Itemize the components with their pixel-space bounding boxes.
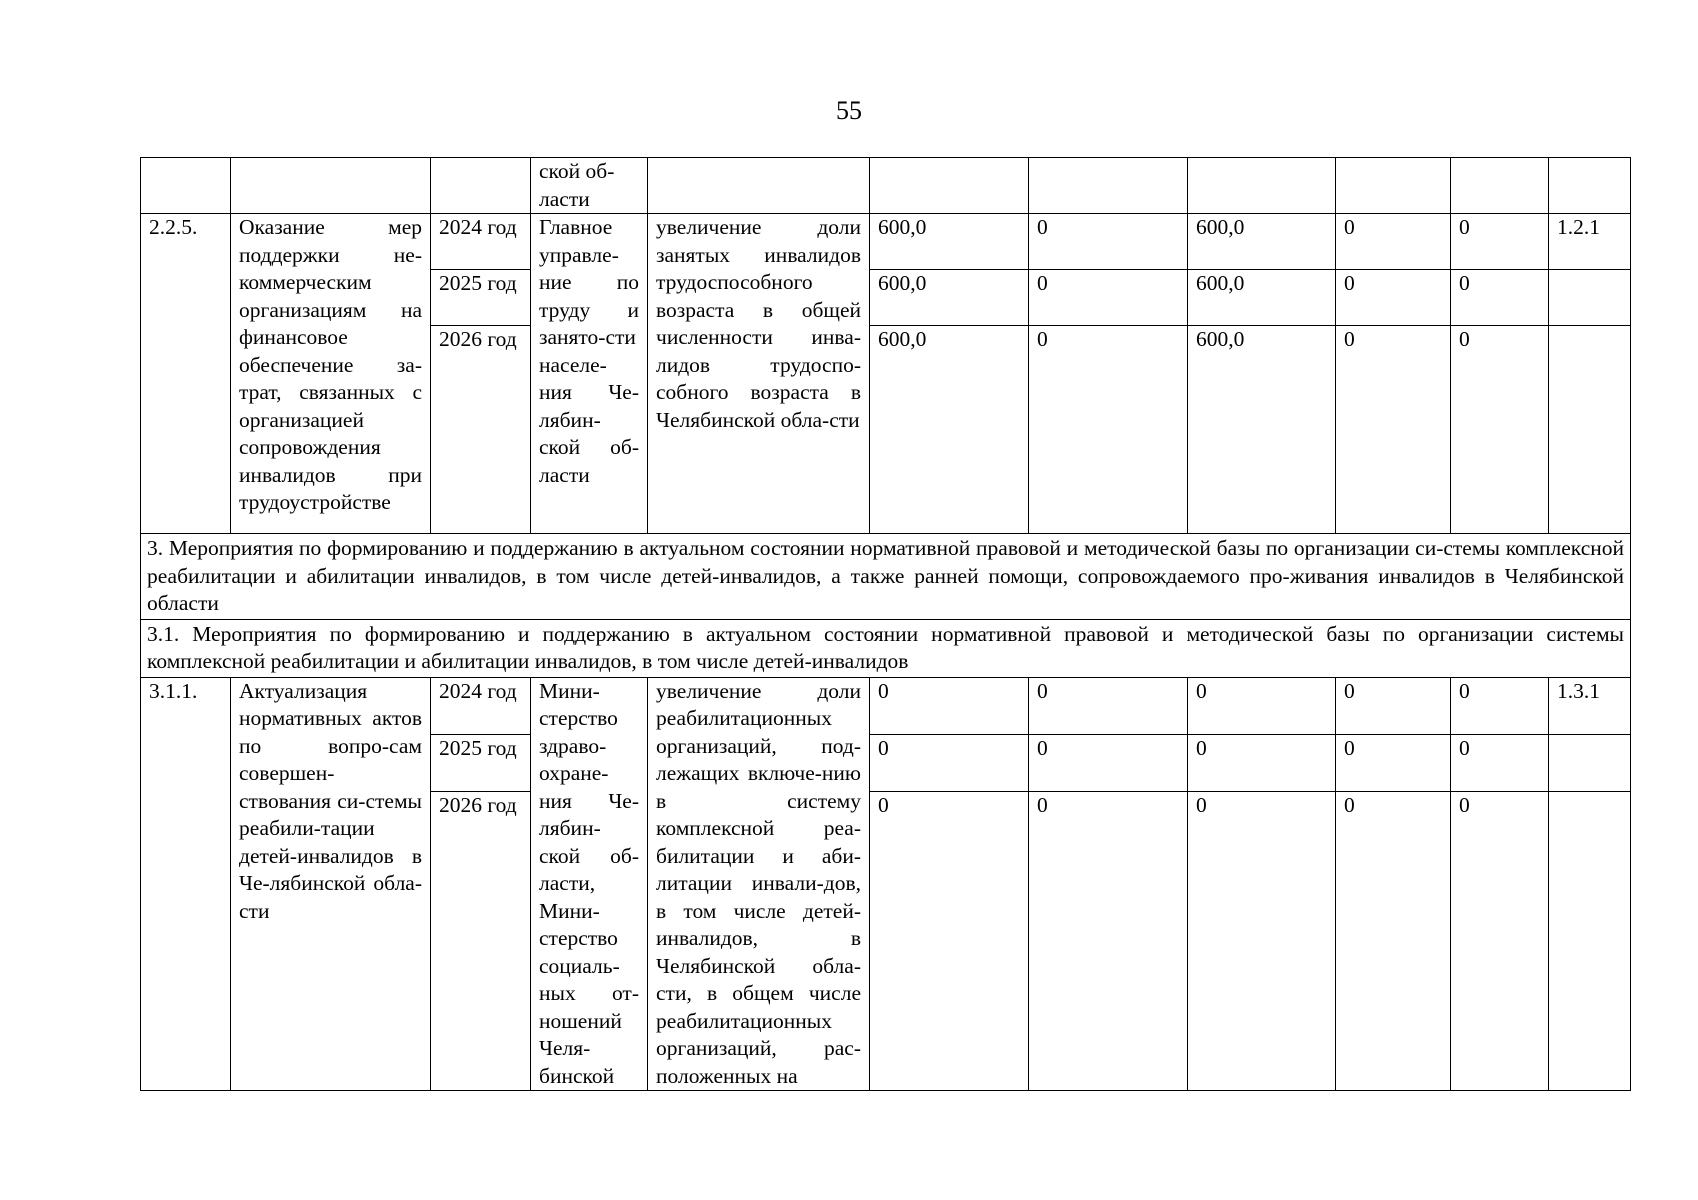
funding-federal: 0 (1029, 677, 1188, 734)
funding-regional: 0 (1188, 734, 1336, 791)
indicator-cell (1549, 791, 1631, 1090)
indicator-cell: 1.3.1 (1549, 677, 1631, 734)
funding-total: 600,0 (870, 270, 1029, 326)
funding-federal: 0 (1029, 734, 1188, 791)
section-3-1-heading: 3.1. Мероприятия по формированию и поддержанию в актуальном состоянии нормативной правовой и методической базы по организации системы комплексной реабилитации и абилитации инвалидов, в том числе детей-инвалидов (141, 619, 1631, 677)
executor-cell: Главное управле-ние по труду и занято-сти населе-ния Че-лябин-ской об-ласти (531, 214, 648, 534)
section-row (141, 534, 1631, 620)
measure-name: Оказание мер поддержки не-коммерческим организациям на финансовое обеспечение за-трат, связанных с организацией сопровождения инвалидов при трудоустройстве (231, 214, 431, 534)
year-cell: 2026 год (431, 791, 531, 1090)
result-cell: увеличение доли занятых инвалидов трудоспособного возраста в общей численности инва-лидов трудоспо-собного возраста в Челябинской обла-сти (648, 214, 870, 534)
funding-total: 0 (870, 677, 1029, 734)
table-cell (648, 158, 870, 214)
indicator-cell (1549, 326, 1631, 534)
funding-regional: 600,0 (1188, 326, 1336, 534)
table-cell (231, 158, 431, 214)
year-cell: 2024 год (431, 677, 531, 734)
executor-cell: ской об- ласти (531, 158, 648, 214)
funding-total: 600,0 (870, 214, 1029, 270)
table-row (141, 677, 1631, 734)
funding-total: 0 (870, 791, 1029, 1090)
indicator-cell: 1.2.1 (1549, 214, 1631, 270)
section-3-heading: 3. Мероприятия по формированию и поддержанию в актуальном состоянии нормативной правовой и методической базы по организации си-стемы комплексной реабилитации и абилитации инвалидов, в том числе детей-инвалидов, а также ранней помощи, сопровождаемого про-живания инвалидов в Челябинской области (141, 534, 1631, 620)
funding-other: 0 (1451, 791, 1549, 1090)
indicator-cell (1549, 270, 1631, 326)
funding-total: 0 (870, 734, 1029, 791)
year-cell: 2025 год (431, 734, 531, 791)
table-cell (141, 158, 231, 214)
funding-other: 0 (1451, 214, 1549, 270)
year-cell: 2024 год (431, 214, 531, 270)
section-row (141, 619, 1631, 677)
measures-table (140, 157, 1631, 1091)
funding-total: 600,0 (870, 326, 1029, 534)
funding-federal: 0 (1029, 791, 1188, 1090)
funding-regional: 0 (1188, 677, 1336, 734)
funding-local: 0 (1336, 677, 1451, 734)
funding-regional: 600,0 (1188, 270, 1336, 326)
funding-other: 0 (1451, 326, 1549, 534)
result-cell: увеличение доли реабилитационных организаций, под-лежащих включе-нию в систему комплексной реа-билитации и аби-литации инвали-дов, в том числе детей-инвалидов, в Челябинской обла-сти, в общем числе реабилитационных организаций, рас-положенных на (648, 677, 870, 1091)
funding-other: 0 (1451, 270, 1549, 326)
row-number: 3.1.1. (141, 677, 231, 1091)
table-row (141, 158, 1631, 214)
funding-local: 0 (1336, 791, 1451, 1090)
row-number: 2.2.5. (141, 214, 231, 534)
funding-local: 0 (1336, 326, 1451, 534)
funding-local: 0 (1336, 270, 1451, 326)
funding-regional: 0 (1188, 791, 1336, 1090)
table-cell (1451, 158, 1549, 214)
page-number: 55 (836, 96, 862, 125)
table-cell (1029, 158, 1188, 214)
funding-other: 0 (1451, 734, 1549, 791)
table-row (141, 214, 1631, 270)
table-cell (870, 158, 1029, 214)
executor-cell: Мини-стерство здраво-охране-ния Че-лябин-ской об-ласти, Мини-стерство социаль-ных от-ношений Челя-бинской (531, 677, 648, 1091)
funding-federal: 0 (1029, 326, 1188, 534)
table-cell (431, 158, 531, 214)
funding-federal: 0 (1029, 270, 1188, 326)
funding-federal: 0 (1029, 214, 1188, 270)
table-cell (1188, 158, 1336, 214)
funding-regional: 600,0 (1188, 214, 1336, 270)
funding-local: 0 (1336, 214, 1451, 270)
measure-name: Актуализация нормативных актов по вопро-сам совершен-ствования си-стемы реабили-тации детей-инвалидов в Че-лябинской обла-сти (231, 677, 431, 1091)
funding-local: 0 (1336, 734, 1451, 791)
indicator-cell (1549, 734, 1631, 791)
table-cell (1549, 158, 1631, 214)
table-cell (1336, 158, 1451, 214)
funding-other: 0 (1451, 677, 1549, 734)
year-cell: 2026 год (431, 326, 531, 534)
year-cell: 2025 год (431, 270, 531, 326)
